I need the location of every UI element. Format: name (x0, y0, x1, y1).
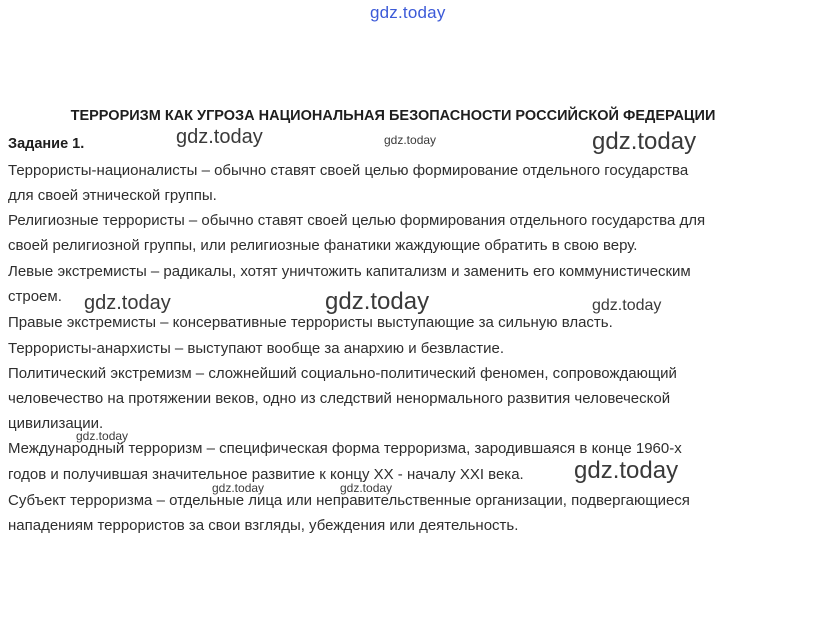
text-line: Субъект терроризма – отдельные лица или неправительственные организации, подвергающиеся (8, 492, 690, 509)
page-title: ТЕРРОРИЗМ КАК УГРОЗА НАЦИОНАЛЬНАЯ БЕЗОПАСНОСТИ РОССИЙСКОЙ ФЕДЕРАЦИИ (70, 108, 716, 124)
text-line: своей религиозной группы, или религиозные фанатики жаждующие обратить в свою веру. (8, 237, 638, 254)
watermark: gdz.today (592, 128, 697, 155)
text-line: для своей этнической группы. (8, 187, 217, 204)
text-line: Политический экстремизм – сложнейший социально-политический феномен, сопровождающий (8, 365, 677, 382)
watermark-top: gdz.today (370, 3, 446, 22)
watermark: gdz.today (212, 481, 265, 495)
text-line: Левые экстремисты – радикалы, хотят уничтожить капитализм и заменить его коммунистическим (8, 263, 691, 280)
text-line: годов и получившая значительное развитие к концу XX - началу XXI века. (8, 466, 524, 483)
watermark: gdz.today (384, 133, 437, 147)
watermark: gdz.today (340, 481, 393, 495)
text-line: цивилизации. (8, 415, 104, 432)
text-line: нападениям террористов за свои взгляды, убеждения или деятельность. (8, 517, 519, 534)
text-line: Террористы-анархисты – выступают вообще за анархию и безвластие. (8, 340, 505, 357)
text-line: строем. (8, 288, 62, 305)
text-line: Международный терроризм – специфическая форма терроризма, зародившаяся в конце 1960-х (8, 440, 682, 457)
watermark: gdz.today (592, 297, 662, 314)
watermark: gdz.today (325, 288, 430, 315)
text-line: Правые экстремисты – консервативные террористы выступающие за сильную власть. (8, 314, 613, 331)
text-line: человечество на протяжении веков, одно из следствий ненормального развития человеческой (8, 390, 671, 407)
watermark: gdz.today (176, 126, 263, 148)
text-line: Религиозные террористы – обычно ставят своей целью формирования отдельного государства для (8, 212, 706, 229)
watermark: gdz.today (574, 457, 679, 484)
watermark: gdz.today (76, 429, 129, 443)
text-line: Террористы-националисты – обычно ставят своей целью формирование отдельного государства (8, 162, 689, 179)
task-label: Задание 1. (8, 136, 85, 152)
watermark: gdz.today (84, 292, 171, 314)
